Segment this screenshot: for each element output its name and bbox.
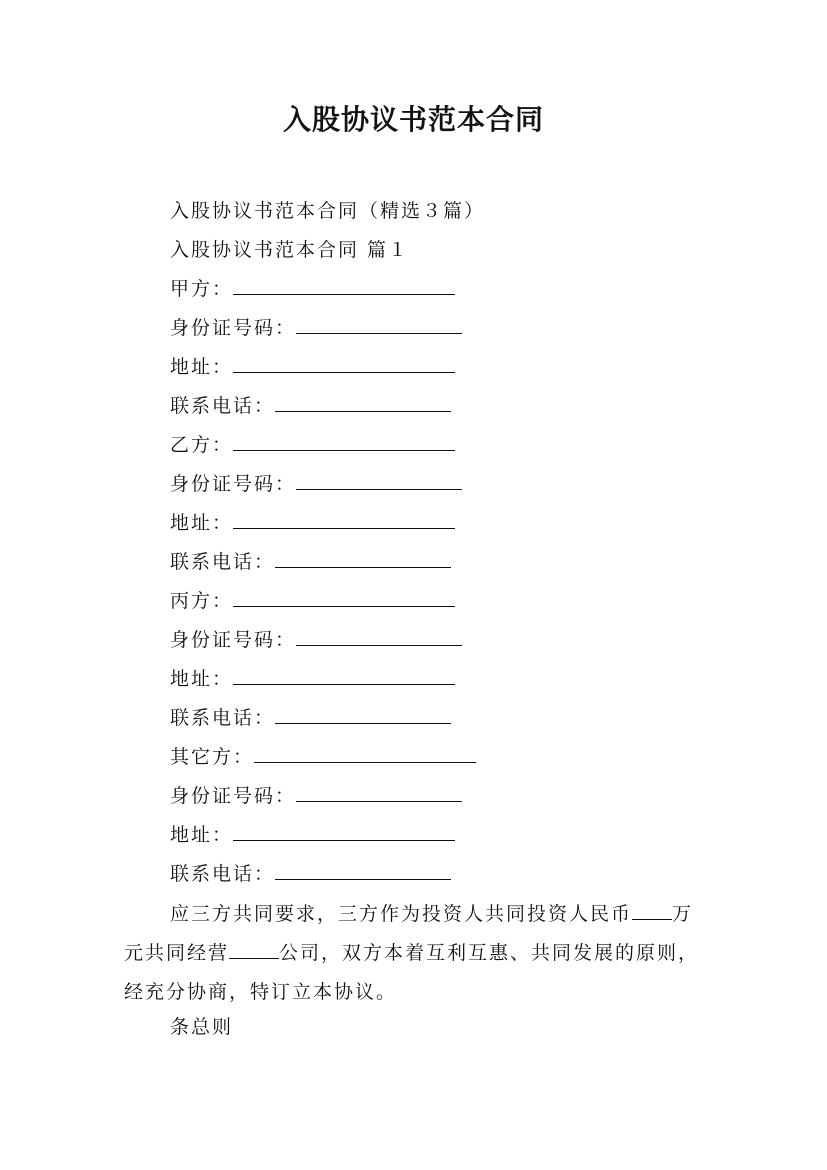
fill-in-blank xyxy=(254,744,476,763)
field-row xyxy=(170,666,455,692)
fill-in-blank xyxy=(296,471,462,490)
fill-in-blank xyxy=(233,588,455,607)
field-row xyxy=(170,432,455,458)
field-label: 甲方： xyxy=(170,278,234,300)
document-subtitle: 入股协议书范本合同（精选３篇） xyxy=(170,200,486,222)
fill-in-blank xyxy=(275,705,451,724)
section-heading: 入股协议书范本合同 篇１ xyxy=(170,239,410,261)
fill-in-blank xyxy=(296,783,462,802)
field-label: 身份证号码： xyxy=(170,785,297,807)
document-title: 入股协议书范本合同 xyxy=(282,103,544,136)
field-row xyxy=(170,588,455,614)
fill-in-blank xyxy=(275,549,451,568)
fill-in-blank xyxy=(233,354,455,373)
field-label: 乙方： xyxy=(170,434,234,456)
field-row xyxy=(170,471,462,497)
field-label: 地址： xyxy=(170,512,234,534)
intro-text: 万元共同经营 xyxy=(124,903,694,964)
intro-text: 应三方共同要求，三方作为投资人共同投资人民币 xyxy=(170,903,633,925)
company-name-blank xyxy=(229,940,279,959)
field-row xyxy=(170,783,462,809)
field-row xyxy=(170,705,451,731)
field-label: 身份证号码： xyxy=(170,317,297,339)
field-row xyxy=(170,354,455,380)
fill-in-blank xyxy=(233,666,455,685)
fill-in-blank xyxy=(275,393,451,412)
field-row xyxy=(170,744,476,770)
field-label: 地址： xyxy=(170,356,234,378)
fill-in-blank xyxy=(296,315,462,334)
field-row xyxy=(170,315,462,341)
field-label: 身份证号码： xyxy=(170,629,297,651)
field-row xyxy=(170,861,451,887)
field-row xyxy=(170,276,455,302)
intro-paragraph xyxy=(124,895,704,1012)
field-label: 联系电话： xyxy=(170,395,276,417)
field-label: 联系电话： xyxy=(170,707,276,729)
field-row xyxy=(170,627,462,653)
field-label: 其它方： xyxy=(170,746,255,768)
fill-in-blank xyxy=(233,276,455,295)
field-label: 联系电话： xyxy=(170,863,276,885)
field-label: 身份证号码： xyxy=(170,473,297,495)
intro-text: 公司，双方本着互利互惠、共同发展的原则，经充分协商，特订立本协议。 xyxy=(124,942,700,1003)
fill-in-blank xyxy=(233,510,455,529)
field-row xyxy=(170,822,455,848)
fill-in-blank xyxy=(296,627,462,646)
field-row xyxy=(170,393,451,419)
clause-heading: 条总则 xyxy=(170,1016,234,1038)
fill-in-blank xyxy=(233,822,455,841)
amount-blank xyxy=(632,901,672,920)
field-label: 联系电话： xyxy=(170,551,276,573)
field-row xyxy=(170,510,455,536)
field-label: 地址： xyxy=(170,824,234,846)
fill-in-blank xyxy=(233,432,455,451)
field-label: 丙方： xyxy=(170,590,234,612)
fill-in-blank xyxy=(275,861,451,880)
field-row xyxy=(170,549,451,575)
field-label: 地址： xyxy=(170,668,234,690)
